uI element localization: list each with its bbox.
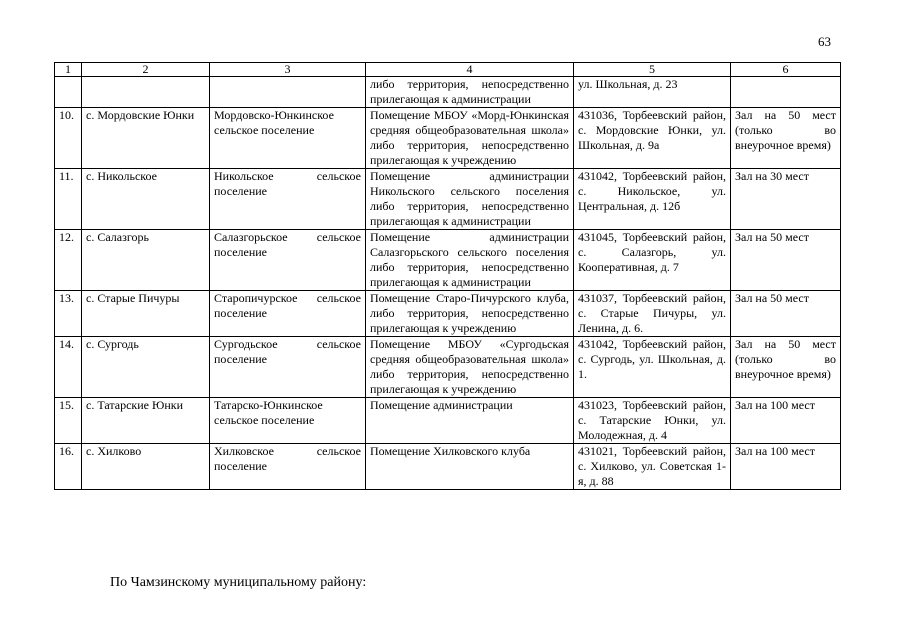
header-col-2: 2 xyxy=(82,63,210,77)
cell-municipality: Старопичурское сельское поселение xyxy=(210,291,366,337)
header-col-6: 6 xyxy=(731,63,841,77)
header-col-4: 4 xyxy=(366,63,574,77)
cell-num xyxy=(55,77,82,108)
cell-hall: Зал на 100 мест xyxy=(731,444,841,490)
cell-address: 431037, Торбеевский район, с. Старые Пичуры, ул. Ленина, д. 6. xyxy=(574,291,731,337)
cell-municipality: Татарско-Юнкинское сельское поселение xyxy=(210,398,366,444)
cell-municipality: Сургодьское сельское поселение xyxy=(210,337,366,398)
table-row xyxy=(55,337,841,398)
cell-hall: Зал на 50 мест (только во внеурочное время) xyxy=(731,108,841,169)
cell-address: 431036, Торбеевский район, с. Мордовские Юнки, ул. Школьная, д. 9а xyxy=(574,108,731,169)
cell-settlement: с. Салазгорь xyxy=(82,230,210,291)
cell-address: 431045, Торбеевский район, с. Салазгорь, ул. Кооперативная, д. 7 xyxy=(574,230,731,291)
cell-num: 15. xyxy=(55,398,82,444)
cell-settlement xyxy=(82,77,210,108)
cell-hall: Зал на 50 мест xyxy=(731,230,841,291)
table-row xyxy=(55,444,841,490)
table-row xyxy=(55,230,841,291)
table-row xyxy=(55,291,841,337)
cell-hall: Зал на 50 мест xyxy=(731,291,841,337)
cell-settlement: с. Старые Пичуры xyxy=(82,291,210,337)
cell-num: 13. xyxy=(55,291,82,337)
table-header-row xyxy=(55,63,841,77)
cell-settlement: с. Татарские Юнки xyxy=(82,398,210,444)
table-row-continuation xyxy=(55,77,841,108)
table-row xyxy=(55,169,841,230)
cell-premises: Помещение администрации Никольского сельского поселения либо территория, непосредственно прилегающая к администрации xyxy=(366,169,574,230)
cell-num: 11. xyxy=(55,169,82,230)
cell-municipality: Хилковское сельское поселение xyxy=(210,444,366,490)
table-row xyxy=(55,398,841,444)
header-col-5: 5 xyxy=(574,63,731,77)
cell-hall: Зал на 30 мест xyxy=(731,169,841,230)
cell-municipality: Салазгорьское сельское поселение xyxy=(210,230,366,291)
cell-municipality xyxy=(210,77,366,108)
cell-premises: либо территория, непосредственно прилегающая к администрации xyxy=(366,77,574,108)
section-heading: По Чамзинскому муниципальному району: xyxy=(110,575,367,590)
cell-address: ул. Школьная, д. 23 xyxy=(574,77,731,108)
header-col-1: 1 xyxy=(55,63,82,77)
cell-hall: Зал на 100 мест xyxy=(731,398,841,444)
cell-municipality: Никольское сельское поселение xyxy=(210,169,366,230)
table-row xyxy=(55,108,841,169)
cell-address: 431042, Торбеевский район, с. Сургодь, ул. Школьная, д. 1. xyxy=(574,337,731,398)
cell-premises: Помещение администрации xyxy=(366,398,574,444)
cell-num: 16. xyxy=(55,444,82,490)
cell-address: 431021, Торбеевский район, с. Хилково, ул. Советская 1-я, д. 88 xyxy=(574,444,731,490)
cell-premises: Помещение администрации Салазгорьского сельского поселения либо территория, непосредственно прилегающая к администрации xyxy=(366,230,574,291)
cell-num: 10. xyxy=(55,108,82,169)
cell-hall: Зал на 50 мест (только во внеурочное время) xyxy=(731,337,841,398)
polling-premises-table xyxy=(54,62,841,490)
cell-settlement: с. Никольское xyxy=(82,169,210,230)
page-number: 63 xyxy=(818,34,831,49)
cell-settlement: с. Мордовские Юнки xyxy=(82,108,210,169)
cell-premises: Помещение Хилковского клуба xyxy=(366,444,574,490)
cell-num: 12. xyxy=(55,230,82,291)
header-col-3: 3 xyxy=(210,63,366,77)
cell-municipality: Мордовско-Юнкинское сельское поселение xyxy=(210,108,366,169)
cell-premises: Помещение МБОУ «Морд-Юнкинская средняя общеобразовательная школа» либо территория, непосредственно прилегающая к учреждению xyxy=(366,108,574,169)
cell-settlement: с. Сургодь xyxy=(82,337,210,398)
cell-address: 431042, Торбеевский район, с. Никольское, ул. Центральная, д. 12б xyxy=(574,169,731,230)
cell-num: 14. xyxy=(55,337,82,398)
cell-settlement: с. Хилково xyxy=(82,444,210,490)
cell-address: 431023, Торбеевский район, с. Татарские Юнки, ул. Молодежная, д. 4 xyxy=(574,398,731,444)
cell-premises: Помещение Старо-Пичурского клуба, либо территория, непосредственно прилегающая к учреждению xyxy=(366,291,574,337)
cell-hall xyxy=(731,77,841,108)
cell-premises: Помещение МБОУ «Сургодьская средняя общеобразовательная школа» либо территория, непосредственно прилегающая к учреждению xyxy=(366,337,574,398)
